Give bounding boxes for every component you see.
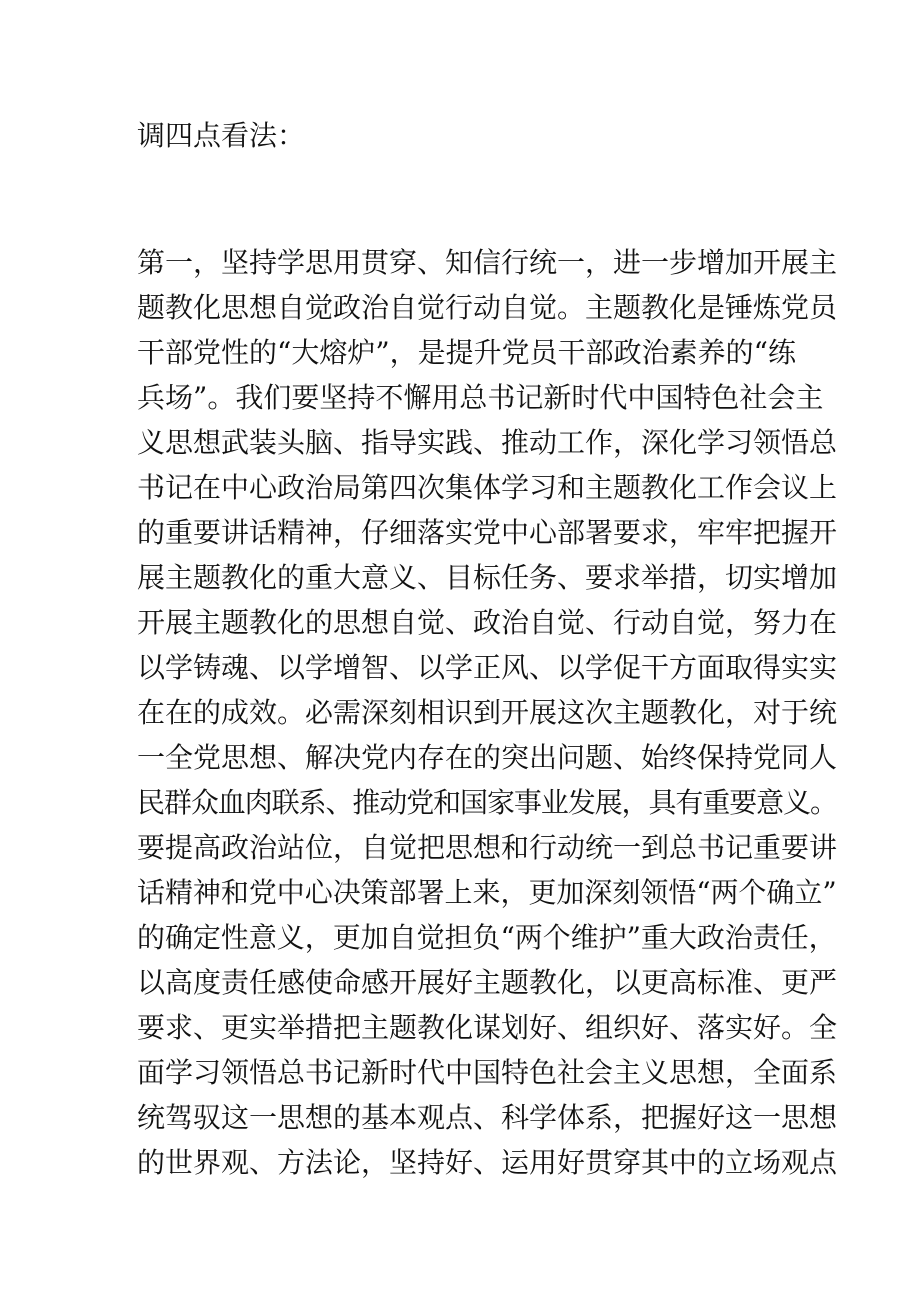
paragraph-line: 干部党性的“大熔炉”，是提升党员干部政治素养的“练 [137,336,796,369]
paragraph-line: 要求、更实举措把主题教化谋划好、组织好、落实好。全 [137,1011,838,1044]
paragraph-line: 第一，坚持学思用贯穿、知信行统一，进一步增加开展主 [137,246,838,279]
paragraph-line: 开展主题教化的思想自觉、政治自觉、行动自觉，努力在 [137,606,838,639]
section-heading: 调四点看法： [137,119,306,152]
paragraph-line: 一全党思想、解决党内存在的突出问题、始终保持党同人 [137,741,838,774]
paragraph-line: 的世界观、方法论，坚持好、运用好贯穿其中的立场观点 [137,1146,838,1179]
paragraph-line: 以高度责任感使命感开展好主题教化，以更高标准、更严 [137,966,838,999]
paragraph-line: 统驾驭这一思想的基本观点、科学体系，把握好这一思想 [137,1101,838,1134]
paragraph-line: 在在的成效。必需深刻相识到开展这次主题教化，对于统 [137,696,838,729]
paragraph-line: 以学铸魂、以学增智、以学正风、以学促干方面取得实实 [137,651,838,684]
paragraph-line: 义思想武装头脑、指导实践、推动工作，深化学习领悟总 [137,426,838,459]
paragraph-line: 民群众血肉联系、推动党和国家事业发展，具有重要意义。 [137,786,837,819]
paragraph-line: 话精神和党中心决策部署上来，更加深刻领悟“两个确立” [137,876,837,909]
paragraph-line: 书记在中心政治局第四次集体学习和主题教化工作会议上 [137,471,838,504]
paragraph-line: 要提高政治站位，自觉把思想和行动统一到总书记重要讲 [137,831,838,864]
paragraph-line: 兵场”。我们要坚持不懈用总书记新时代中国特色社会主 [137,381,824,414]
paragraph-line: 的重要讲话精神，仔细落实党中心部署要求，牢牢把握开 [137,516,838,549]
paragraph-line: 展主题教化的重大意义、目标任务、要求举措，切实增加 [137,561,838,594]
body-paragraph [137,240,837,1185]
paragraph-line: 面学习领悟总书记新时代中国特色社会主义思想，全面系 [137,1056,838,1089]
paragraph-line: 题教化思想自觉政治自觉行动自觉。主题教化是锤炼党员 [137,291,838,324]
paragraph-line: 的确定性意义，更加自觉担负“两个维护”重大政治责任， [137,921,837,954]
